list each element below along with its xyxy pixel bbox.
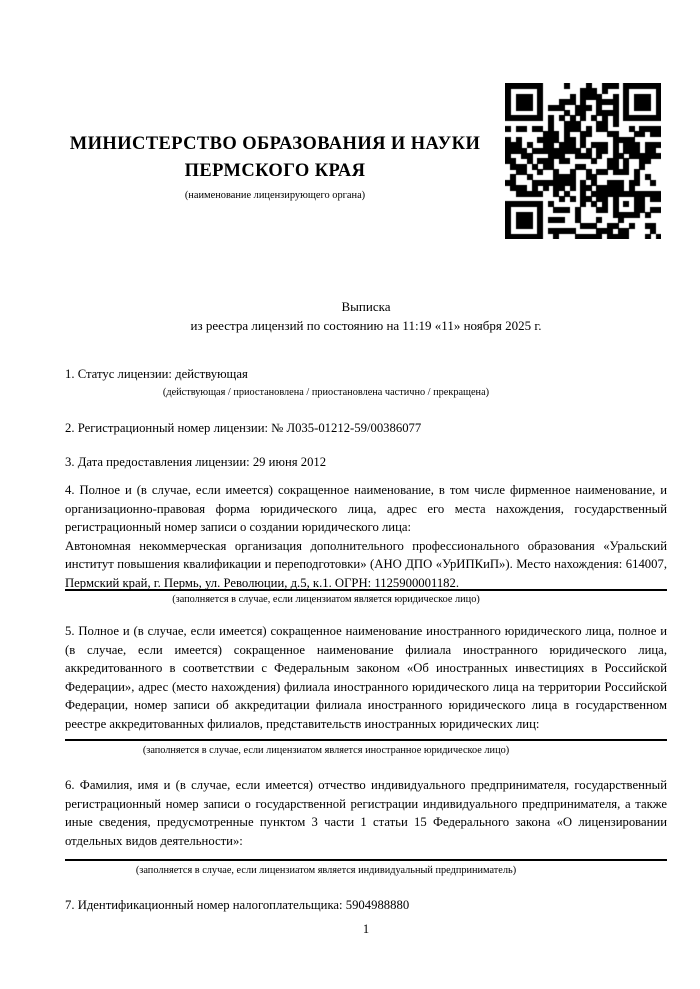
qr-code-icon xyxy=(505,83,661,239)
fill-in-rule-legal-entity xyxy=(65,589,667,591)
item-grant-date: 3. Дата предоставления лицензии: 29 июня 2012 xyxy=(65,455,327,469)
licensing-authority-name xyxy=(55,131,495,185)
item-foreign-entity-caption: (заполняется в случае, если лицензиатом является иностранное юридическое лицо) xyxy=(142,745,510,756)
item-legal-entity-caption: (заполняется в случае, если лицензиатом является юридическое лицо) xyxy=(172,594,480,605)
fill-in-rule-entrepreneur xyxy=(65,859,667,861)
item-legal-entity-value: Автономная некоммерческая организация дополнительного профессионального образования «Уральский институт повышения квалификации и переподготовки» (АНО ДПО «УрИПКиП»). Место нахождения: 614007, Пермский край, г. Пермь, ул. Революции, д.5, к.1. ОГРН: 1125900001182. xyxy=(65,538,667,590)
document-title xyxy=(65,297,667,335)
qr-code-block xyxy=(505,83,661,239)
letterhead xyxy=(55,131,495,202)
fill-in-rule-foreign-entity xyxy=(65,739,667,741)
document-title-line1: Выписка xyxy=(341,299,391,314)
item-legal-entity-label: 4. Полное и (в случае, если имеется) сокращенное наименование, в том числе фирменное наименование, и организационно-правовая форма юридического лица, адрес его места нахождения, государственный регистрационный номер записи о создании юридического лица: xyxy=(65,483,667,534)
item-license-status-caption: (действующая / приостановлена / приостановлена частично / прекращена) xyxy=(162,387,490,398)
licensing-authority-name-line1: МИНИСТЕРСТВО ОБРАЗОВАНИЯ И НАУКИ xyxy=(69,134,481,154)
item-license-status: 1. Статус лицензии: действующая xyxy=(65,367,248,381)
page-number: 1 xyxy=(362,922,370,936)
document-title-line2: из реестра лицензий по состоянию на 11:19 «11» ноября 2025 г. xyxy=(190,318,542,333)
item-foreign-entity-label: 5. Полное и (в случае, если имеется) сокращенное наименование иностранного юридического лица, полное и (в случае, если имеется) сокращенное наименование филиала иностранного юридического лица, аккредитованного в соответствии с Федеральным законом «Об иностранных инвестициях в Российской Федерации», адрес (место нахождения) филиала иностранного юридического лица на территории Российской Федерации, номер записи об аккредитации филиала иностранного юридического лица в государственном реестре аккредитованных филиалов, представительств иностранных юридических лиц: xyxy=(65,624,667,731)
item-taxpayer-id: 7. Идентификационный номер налогоплательщика: 5904988880 xyxy=(65,898,410,912)
item-registration-number: 2. Регистрационный номер лицензии: № Л035-01212-59/00386077 xyxy=(65,421,422,435)
item-legal-entity xyxy=(65,481,667,592)
item-entrepreneur-label: 6. Фамилия, имя и (в случае, если имеется) отчество индивидуального предпринимателя, государственный регистрационный номер записи о государственной регистрации индивидуального предпринимателя, а также иные сведения, предусмотренные пунктом 3 части 1 статьи 15 Федерального закона «О лицензировании отдельных видов деятельности»: xyxy=(65,778,667,848)
licensing-authority-name-line2: ПЕРМСКОГО КРАЯ xyxy=(184,161,366,181)
licensing-authority-caption: (наименование лицензирующего органа) xyxy=(184,190,366,201)
item-entrepreneur-caption: (заполняется в случае, если лицензиатом является индивидуальный предприниматель) xyxy=(135,865,517,876)
